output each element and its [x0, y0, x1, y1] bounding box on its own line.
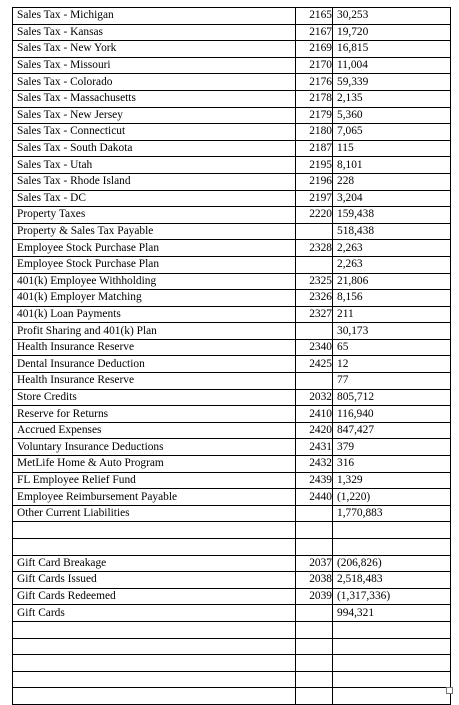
- row-label-cell: Sales Tax - Michigan: [13, 8, 296, 25]
- account-number-cell: [296, 671, 333, 688]
- row-label-cell: Sales Tax - Kansas: [13, 24, 296, 41]
- row-label-cell: Sales Tax - Massachusetts: [13, 90, 296, 107]
- row-label-cell: 401(k) Employee Withholding: [13, 273, 296, 290]
- row-label-cell: Store Credits: [13, 389, 296, 406]
- row-label-cell: 401(k) Loan Payments: [13, 306, 296, 323]
- account-number-cell: 2197: [296, 190, 333, 207]
- table-end-marker: [446, 687, 453, 694]
- account-number-cell: 2439: [296, 472, 333, 489]
- account-number-cell: 2180: [296, 124, 333, 141]
- table-row: [13, 688, 451, 705]
- table-row: [13, 489, 451, 506]
- table-row: [13, 190, 451, 207]
- row-label-cell: Gift Cards: [13, 605, 296, 622]
- account-number-cell: 2165: [296, 8, 333, 25]
- row-label-cell: FL Employee Relief Fund: [13, 472, 296, 489]
- table-row: [13, 522, 451, 539]
- amount-cell: 65: [333, 339, 451, 356]
- row-label-cell: Sales Tax - Connecticut: [13, 124, 296, 141]
- amount-cell: (206,826): [333, 555, 451, 572]
- account-number-cell: 2167: [296, 24, 333, 41]
- table-row: [13, 223, 451, 240]
- row-label-cell: Profit Sharing and 401(k) Plan: [13, 323, 296, 340]
- row-label-cell: Health Insurance Reserve: [13, 373, 296, 390]
- amount-cell: 7,065: [333, 124, 451, 141]
- row-label-cell: 401(k) Employer Matching: [13, 290, 296, 307]
- amount-cell: 3,204: [333, 190, 451, 207]
- row-label-cell: Employee Reimbursement Payable: [13, 489, 296, 506]
- table-row: [13, 24, 451, 41]
- table-row: [13, 290, 451, 307]
- row-label-cell: [13, 655, 296, 672]
- amount-cell: 30,173: [333, 323, 451, 340]
- amount-cell: 228: [333, 173, 451, 190]
- row-label-cell: [13, 522, 296, 539]
- row-label-cell: Dental Insurance Deduction: [13, 356, 296, 373]
- amount-cell: 2,518,483: [333, 572, 451, 589]
- table-row: [13, 671, 451, 688]
- amount-cell: [333, 655, 451, 672]
- account-number-cell: [296, 323, 333, 340]
- amount-cell: 316: [333, 456, 451, 473]
- account-number-cell: [296, 256, 333, 273]
- row-label-cell: [13, 539, 296, 556]
- row-label-cell: Gift Card Breakage: [13, 555, 296, 572]
- amount-cell: 211: [333, 306, 451, 323]
- row-label-cell: Sales Tax - Colorado: [13, 74, 296, 91]
- table-row: [13, 240, 451, 257]
- table-row: [13, 306, 451, 323]
- row-label-cell: Property & Sales Tax Payable: [13, 223, 296, 240]
- amount-cell: 159,438: [333, 207, 451, 224]
- amount-cell: 847,427: [333, 422, 451, 439]
- amount-cell: 21,806: [333, 273, 451, 290]
- table-row: [13, 655, 451, 672]
- table-row: [13, 8, 451, 25]
- account-number-cell: 2220: [296, 207, 333, 224]
- table-row: [13, 74, 451, 91]
- account-number-cell: 2176: [296, 74, 333, 91]
- table-row: [13, 621, 451, 638]
- account-number-cell: 2169: [296, 41, 333, 58]
- row-label-cell: Sales Tax - South Dakota: [13, 140, 296, 157]
- table-row: [13, 472, 451, 489]
- table-row: [13, 323, 451, 340]
- liabilities-table-body: [13, 8, 451, 705]
- row-label-cell: [13, 688, 296, 705]
- row-label-cell: Property Taxes: [13, 207, 296, 224]
- table-row: [13, 173, 451, 190]
- account-number-cell: [296, 505, 333, 522]
- account-number-cell: [296, 223, 333, 240]
- amount-cell: [333, 688, 451, 705]
- table-row: [13, 356, 451, 373]
- table-row: [13, 107, 451, 124]
- account-number-cell: 2178: [296, 90, 333, 107]
- row-label-cell: Sales Tax - Missouri: [13, 57, 296, 74]
- account-number-cell: [296, 621, 333, 638]
- row-label-cell: Sales Tax - New Jersey: [13, 107, 296, 124]
- table-row: [13, 339, 451, 356]
- account-number-cell: 2179: [296, 107, 333, 124]
- amount-cell: 12: [333, 356, 451, 373]
- table-row: [13, 555, 451, 572]
- amount-cell: 5,360: [333, 107, 451, 124]
- amount-cell: 19,720: [333, 24, 451, 41]
- account-number-cell: 2037: [296, 555, 333, 572]
- row-label-cell: Gift Cards Issued: [13, 572, 296, 589]
- account-number-cell: [296, 539, 333, 556]
- amount-cell: 2,263: [333, 256, 451, 273]
- amount-cell: 8,101: [333, 157, 451, 174]
- account-number-cell: 2410: [296, 406, 333, 423]
- table-row: [13, 456, 451, 473]
- row-label-cell: Employee Stock Purchase Plan: [13, 256, 296, 273]
- amount-cell: 518,438: [333, 223, 451, 240]
- row-label-cell: Sales Tax - Utah: [13, 157, 296, 174]
- account-number-cell: [296, 605, 333, 622]
- row-label-cell: Voluntary Insurance Deductions: [13, 439, 296, 456]
- table-row: [13, 256, 451, 273]
- row-label-cell: Gift Cards Redeemed: [13, 588, 296, 605]
- account-number-cell: [296, 638, 333, 655]
- table-row: [13, 588, 451, 605]
- table-row: [13, 373, 451, 390]
- account-number-cell: 2431: [296, 439, 333, 456]
- amount-cell: 8,156: [333, 290, 451, 307]
- amount-cell: 2,135: [333, 90, 451, 107]
- row-label-cell: Sales Tax - New York: [13, 41, 296, 58]
- row-label-cell: Accrued Expenses: [13, 422, 296, 439]
- row-label-cell: Other Current Liabilities: [13, 505, 296, 522]
- row-label-cell: Sales Tax - DC: [13, 190, 296, 207]
- row-label-cell: Health Insurance Reserve: [13, 339, 296, 356]
- account-number-cell: [296, 655, 333, 672]
- row-label-cell: Sales Tax - Rhode Island: [13, 173, 296, 190]
- account-number-cell: 2425: [296, 356, 333, 373]
- amount-cell: 805,712: [333, 389, 451, 406]
- account-number-cell: [296, 688, 333, 705]
- row-label-cell: [13, 671, 296, 688]
- amount-cell: [333, 522, 451, 539]
- table-row: [13, 90, 451, 107]
- amount-cell: [333, 621, 451, 638]
- amount-cell: 115: [333, 140, 451, 157]
- amount-cell: (1,317,336): [333, 588, 451, 605]
- account-number-cell: 2032: [296, 389, 333, 406]
- account-number-cell: 2196: [296, 173, 333, 190]
- account-number-cell: 2325: [296, 273, 333, 290]
- table-row: [13, 539, 451, 556]
- table-row: [13, 439, 451, 456]
- account-number-cell: 2432: [296, 456, 333, 473]
- account-number-cell: 2440: [296, 489, 333, 506]
- table-row: [13, 207, 451, 224]
- table-row: [13, 638, 451, 655]
- amount-cell: 1,329: [333, 472, 451, 489]
- table-row: [13, 422, 451, 439]
- amount-cell: 59,339: [333, 74, 451, 91]
- account-number-cell: [296, 522, 333, 539]
- amount-cell: 16,815: [333, 41, 451, 58]
- amount-cell: [333, 671, 451, 688]
- table-row: [13, 505, 451, 522]
- amount-cell: [333, 638, 451, 655]
- amount-cell: (1,220): [333, 489, 451, 506]
- amount-cell: 11,004: [333, 57, 451, 74]
- account-number-cell: 2039: [296, 588, 333, 605]
- amount-cell: 2,263: [333, 240, 451, 257]
- row-label-cell: Employee Stock Purchase Plan: [13, 240, 296, 257]
- amount-cell: 77: [333, 373, 451, 390]
- table-row: [13, 157, 451, 174]
- table-row: [13, 389, 451, 406]
- account-number-cell: 2195: [296, 157, 333, 174]
- liabilities-table: [12, 7, 451, 705]
- row-label-cell: MetLife Home & Auto Program: [13, 456, 296, 473]
- row-label-cell: [13, 638, 296, 655]
- table-row: [13, 57, 451, 74]
- amount-cell: [333, 539, 451, 556]
- row-label-cell: [13, 621, 296, 638]
- account-number-cell: 2420: [296, 422, 333, 439]
- account-number-cell: 2327: [296, 306, 333, 323]
- table-row: [13, 41, 451, 58]
- table-row: [13, 273, 451, 290]
- table-row: [13, 140, 451, 157]
- amount-cell: 994,321: [333, 605, 451, 622]
- amount-cell: 116,940: [333, 406, 451, 423]
- table-row: [13, 124, 451, 141]
- account-number-cell: 2038: [296, 572, 333, 589]
- amount-cell: 1,770,883: [333, 505, 451, 522]
- amount-cell: 379: [333, 439, 451, 456]
- table-row: [13, 572, 451, 589]
- account-number-cell: 2170: [296, 57, 333, 74]
- account-number-cell: 2326: [296, 290, 333, 307]
- row-label-cell: Reserve for Returns: [13, 406, 296, 423]
- account-number-cell: [296, 373, 333, 390]
- account-number-cell: 2187: [296, 140, 333, 157]
- amount-cell: 30,253: [333, 8, 451, 25]
- account-number-cell: 2328: [296, 240, 333, 257]
- table-row: [13, 605, 451, 622]
- account-number-cell: 2340: [296, 339, 333, 356]
- table-row: [13, 406, 451, 423]
